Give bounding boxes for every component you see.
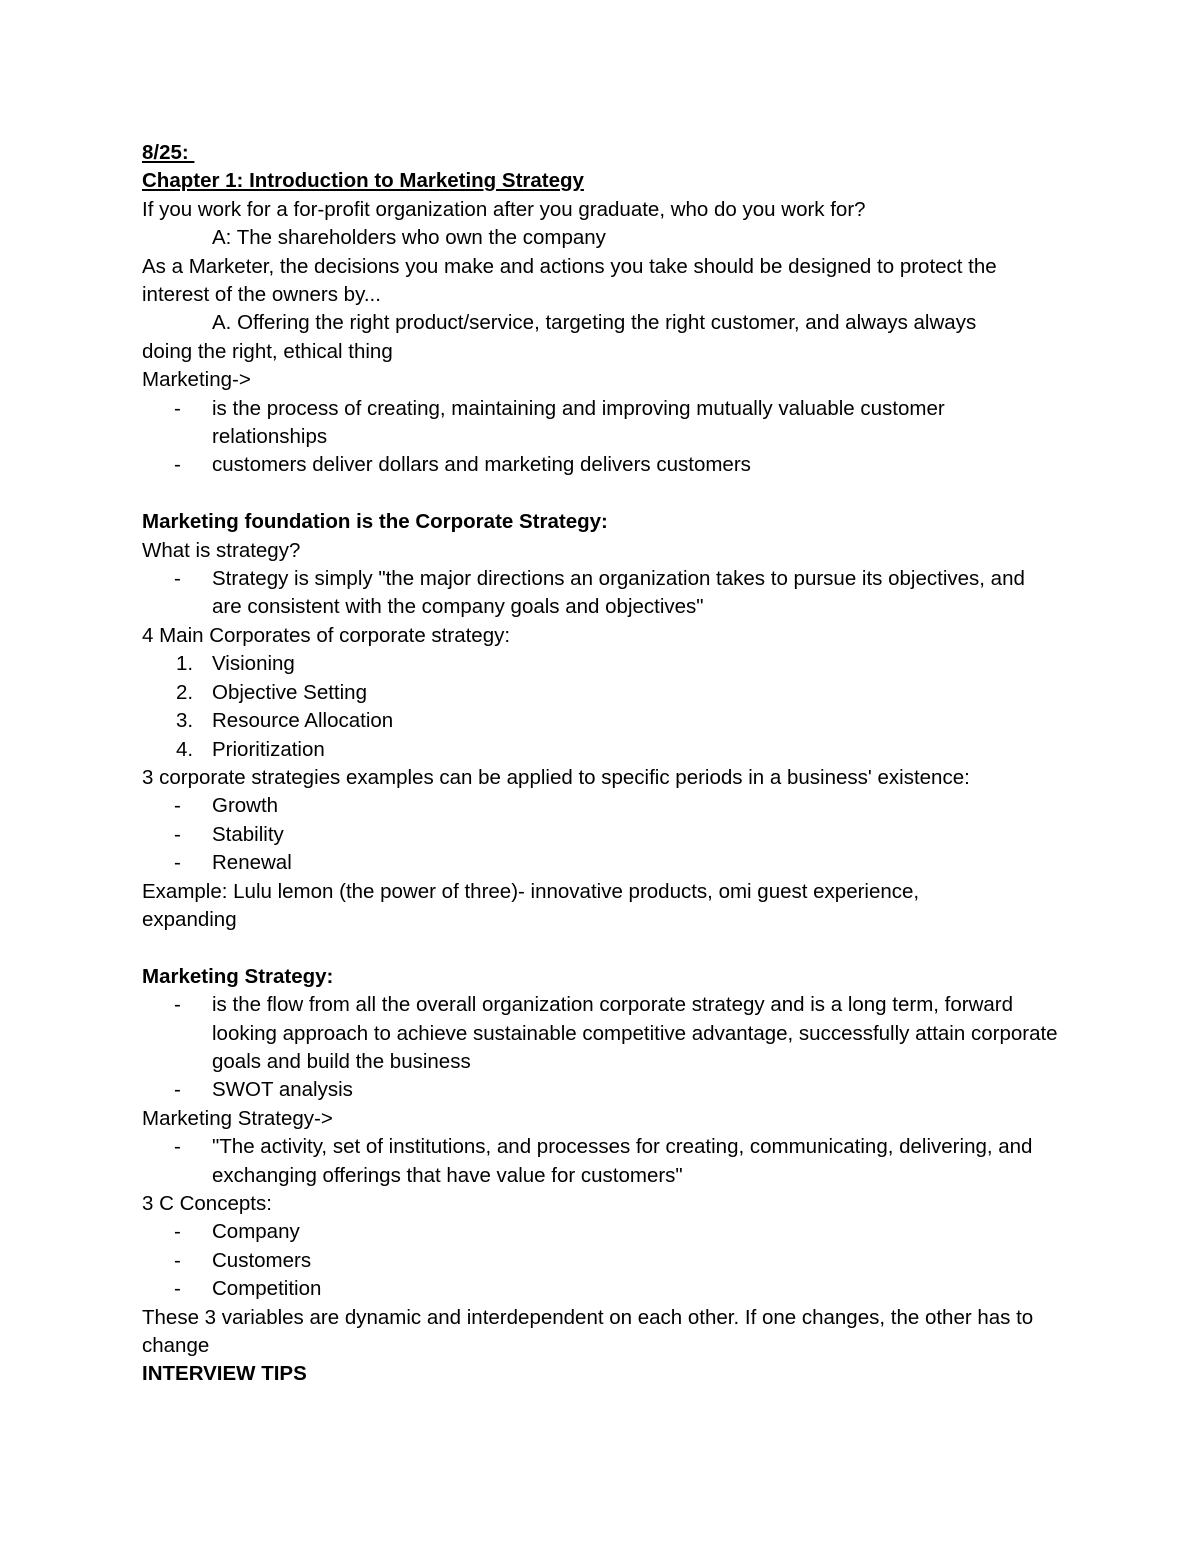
answer-line: A: The shareholders who own the company <box>212 226 606 250</box>
list-item <box>142 395 1002 452</box>
answer-continuation: doing the right, ethical thing <box>142 339 393 363</box>
question-line: As a Marketer, the decisions you make and actions you take should be designed to protect the interest of the owners by... <box>142 254 1003 307</box>
numbered-item <box>142 736 1102 764</box>
item-number: 2. <box>176 680 194 704</box>
bullet-dash: - <box>174 396 181 420</box>
chapter-title: Chapter 1: Introduction to Marketing Strategy <box>142 169 584 193</box>
c-label: 3 C Concepts: <box>142 1192 272 1215</box>
list-item-text: SWOT analysis <box>212 1078 353 1102</box>
interview-heading: INTERVIEW TIPS <box>142 1362 307 1386</box>
list-item-text: Resource Allocation <box>212 709 394 733</box>
corporates-label: 4 Main Corporates of corporate strategy: <box>142 623 511 647</box>
bullet-dash: - <box>174 453 181 477</box>
spacer <box>142 480 1102 508</box>
ms-label: Marketing Strategy-> <box>142 1106 333 1130</box>
list-item <box>142 821 1102 849</box>
strategy-question: What is strategy? <box>142 538 301 562</box>
bullet-dash: - <box>174 1277 181 1301</box>
numbered-item <box>142 650 1102 678</box>
list-item <box>142 565 1032 622</box>
date-heading: 8/25: <box>142 141 195 164</box>
list-item <box>142 991 1062 1076</box>
item-number: 1. <box>176 652 194 676</box>
list-item-text: is the flow from all the overall organization corporate strategy and is a long term, forward looking approach to achieve sustainable competitive advantage, successfully attain corporate goals and build the business <box>212 993 1058 1073</box>
list-item-text: Customers <box>212 1248 312 1272</box>
c-text: These 3 variables are dynamic and interdependent on each other. If one changes, the other has to change <box>142 1305 1039 1358</box>
list-item <box>142 849 1102 877</box>
bullet-dash: - <box>174 567 181 591</box>
list-item-text: Competition <box>212 1277 322 1301</box>
list-item-text: Prioritization <box>212 737 325 761</box>
spacer <box>142 934 1102 962</box>
item-number: 4. <box>176 737 194 761</box>
item-number: 3. <box>176 709 194 733</box>
list-item-text: Renewal <box>212 851 292 875</box>
section-heading: Marketing Strategy: <box>142 964 334 988</box>
bullet-dash: - <box>174 1078 181 1102</box>
list-item-text: "The activity, set of institutions, and processes for creating, communicating, delivering, and exchanging offerings that have value for customers" <box>212 1135 1033 1187</box>
list-item-text: Company <box>212 1220 300 1244</box>
list-item <box>142 1133 1042 1190</box>
list-item <box>142 1247 1102 1275</box>
list-item-text: Strategy is simply "the major directions an organization takes to pursue its objectives, and are consistent with the company goals and objectives" <box>212 567 1025 619</box>
example-text: Example: Lulu lemon (the power of three)- innovative products, omi guest experience, expanding <box>142 879 925 931</box>
list-item-text: customers deliver dollars and marketing delivers customers <box>212 453 751 477</box>
numbered-item <box>142 679 1102 707</box>
question-line: If you work for a for-profit organization after you graduate, who do you work for? <box>142 197 866 221</box>
bullet-dash: - <box>174 851 181 875</box>
bullet-dash: - <box>174 1220 181 1244</box>
list-item-text: Visioning <box>212 652 295 676</box>
list-item <box>142 1218 1102 1246</box>
bullet-dash: - <box>174 822 181 846</box>
numbered-item <box>142 707 1102 735</box>
list-item <box>142 1275 1102 1303</box>
list-item <box>142 451 1102 479</box>
list-item-text: Objective Setting <box>212 680 367 704</box>
list-item-text: is the process of creating, maintaining and improving mutually valuable customer relationships <box>212 396 945 449</box>
bullet-dash: - <box>174 993 181 1017</box>
bullet-dash: - <box>174 1248 181 1272</box>
bullet-dash: - <box>174 794 181 818</box>
answer-line: A. Offering the right product/service, targeting the right customer, and always always <box>212 311 977 335</box>
section-heading: Marketing foundation is the Corporate Strategy: <box>142 510 608 534</box>
examples-label: 3 corporate strategies examples can be applied to specific periods in a business' existence: <box>142 765 970 789</box>
list-item-text: Growth <box>212 794 279 818</box>
list-item-text: Stability <box>212 822 284 846</box>
list-item <box>142 1076 1102 1104</box>
bullet-dash: - <box>174 1135 181 1159</box>
list-item <box>142 792 1102 820</box>
marketing-label: Marketing-> <box>142 368 251 392</box>
document-page <box>142 139 1102 1389</box>
